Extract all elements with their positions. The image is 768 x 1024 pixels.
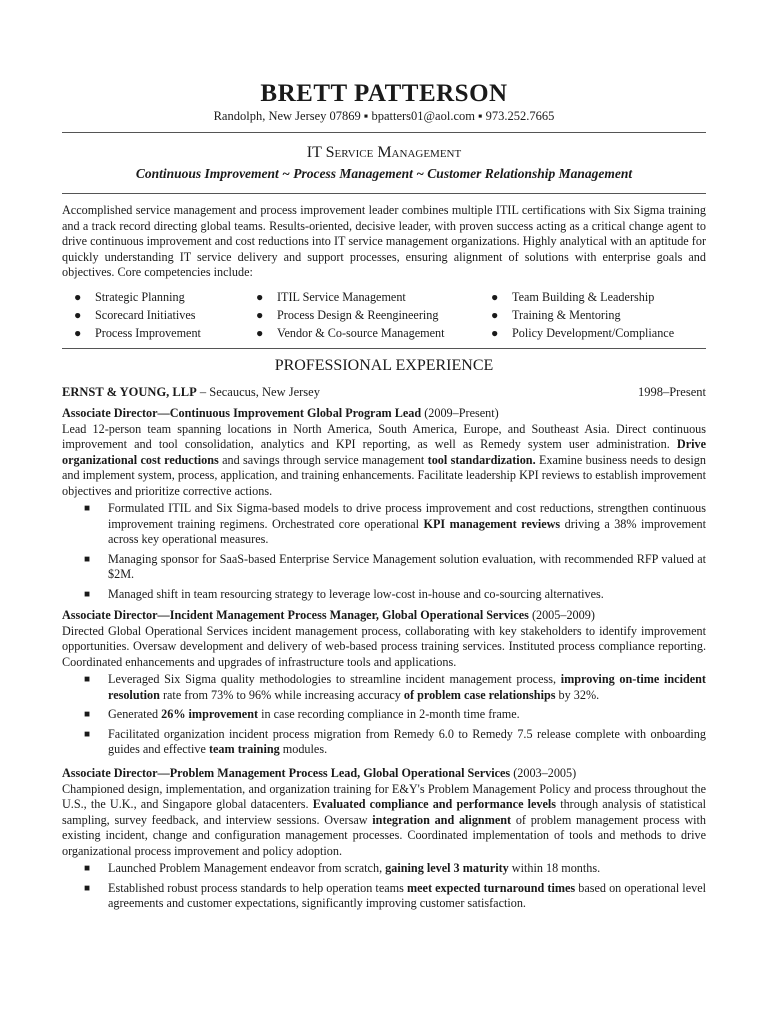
square-bullet-icon: ■	[84, 863, 91, 874]
job-title: Associate Director—Problem Management Process Lead, Global Operational Services	[62, 766, 511, 780]
list-item: ● Scorecard Initiatives	[74, 308, 196, 322]
bullet-dot-icon: ●	[491, 308, 499, 322]
job-title-line	[62, 406, 706, 422]
contact-line: Randolph, New Jersey 07869 ▪ bpatters01@aol.com ▪ 973.252.7665	[213, 109, 555, 123]
list-item: ■ Managed shift in team resourcing strategy to leverage low-cost in-house and co-sourcing alternatives.	[84, 586, 604, 601]
bullet-dot-icon: ●	[74, 290, 82, 304]
company-name: ERNST & YOUNG, LLP	[62, 385, 197, 399]
list-item: ■ Leveraged Six Sigma quality methodologies to streamline incident management process, improving on-time incident resolution rate from 73% to 96% while increasing accuracy of problem case relationships by 32%.	[84, 672, 706, 702]
job-bullets	[62, 501, 706, 602]
square-bullet-icon: ■	[84, 882, 91, 894]
bullet-dot-icon: ●	[256, 326, 264, 340]
job-dates: (2005–2009)	[528, 608, 595, 622]
list-item: ■ Launched Problem Management endeavor from scratch, gaining level 3 maturity within 18 months.	[84, 861, 601, 875]
list-item: ■ Formulated ITIL and Six Sigma-based models to drive process improvement and cost reductions, strengthen continuous improvement training regimens. Orchestrated core operational KPI management reviews driving a 38% improvement across key operational measures.	[84, 501, 706, 546]
company-dates: 1998–Present	[637, 385, 706, 399]
job-title: Associate Director—Incident Management Process Manager, Global Operational Services	[62, 608, 529, 622]
list-item: ● Strategic Planning	[74, 290, 185, 304]
square-bullet-icon: ■	[84, 503, 91, 514]
bullet-dot-icon: ●	[74, 326, 82, 340]
list-item: ● Team Building & Leadership	[491, 290, 655, 304]
header-divider	[62, 132, 706, 133]
bullet-dot-icon: ●	[491, 290, 499, 304]
competency-column-2	[256, 288, 445, 342]
square-bullet-icon: ■	[84, 709, 91, 720]
list-item: ● Process Design & Reengineering	[256, 308, 439, 322]
headline-divider	[62, 193, 706, 194]
candidate-name: BRETT PATTERSON	[260, 80, 508, 107]
square-bullet-icon: ■	[84, 553, 91, 565]
bullet-dot-icon: ●	[256, 308, 264, 322]
job-description: Championed design, implementation, and organization training for E&Y's Problem Management Policy and process throughout the U.S., the U.K., and Singapore global datacenters. Evaluated compliance and performance levels through analysis of statistical sampling, survey feedback, and interview sessions. Oversaw integration and alignment of problem management process with existing incident, change and configuration management processes. Coordinated implementation of tools and methods to drive organizational process improvement and policy adoption.	[62, 781, 706, 858]
summary-paragraph: Accomplished service management and process improvement leader combines multiple ITIL certifications with Six Sigma training and a track record directing global teams. Results-oriented, decisive leader, with proven success acting as a critical change agent to drive continuous improvement and cost reductions into IT service management organizations. Highly analytical with an aptitude for quickly understanding IT service delivery and support processes, ensuring alignment of solutions with enterprise goals and objectives. Core competencies include:	[62, 203, 706, 279]
list-item: ● Process Improvement	[74, 326, 201, 340]
competency-divider	[62, 348, 706, 349]
headline-title: IT Service Management	[306, 144, 462, 161]
bullet-dot-icon: ●	[491, 326, 499, 340]
job-entry	[62, 608, 706, 762]
list-item: ● Policy Development/Compliance	[491, 326, 675, 340]
bullet-dot-icon: ●	[74, 308, 82, 322]
square-bullet-icon: ■	[84, 728, 91, 740]
job-bullets	[62, 861, 706, 912]
job-entry	[62, 406, 706, 606]
list-item: ■ Managing sponsor for SaaS-based Enterprise Service Management solution evaluation, with recommended RFP valued at $2M.	[84, 551, 706, 581]
job-title-line	[62, 608, 706, 624]
competency-column-3	[491, 288, 674, 342]
company-location: – Secaucus, New Jersey	[196, 385, 320, 399]
list-item: ■ Facilitated organization incident process migration from Remedy 6.0 to Remedy 7.5 release complete with onboarding guides and effective team training modules.	[84, 726, 706, 756]
list-item: ● Vendor & Co-source Management	[256, 326, 445, 340]
job-title: Associate Director—Continuous Improvement Global Program Lead	[62, 406, 422, 420]
bullet-dot-icon: ●	[256, 290, 264, 304]
job-title-line	[62, 766, 706, 782]
section-title: PROFESSIONAL EXPERIENCE	[274, 357, 494, 374]
competency-column-1	[74, 288, 201, 342]
job-entry	[62, 766, 706, 916]
square-bullet-icon: ■	[84, 674, 91, 685]
job-bullets	[62, 672, 706, 758]
list-item: ■ Generated 26% improvement in case recording compliance in 2-month time frame.	[84, 707, 520, 721]
square-bullet-icon: ■	[84, 588, 91, 600]
job-dates: (2009–Present)	[421, 406, 499, 420]
list-item: ■ Established robust process standards to help operation teams meet expected turnaround times based on operational level agreements and customer expectations, significantly improving customer satisfaction.	[84, 880, 706, 910]
headline-tagline: Continuous Improvement ~ Process Management ~ Customer Relationship Management	[135, 166, 633, 181]
list-item: ● Training & Mentoring	[491, 308, 621, 322]
job-dates: (2003–2005)	[510, 766, 577, 780]
job-description: Lead 12-person team spanning locations in North America, South America, Europe, and Southeast Asia. Direct continuous improvement and tool consolidation, analytics and KPI reporting, as well as Remedy system user administration. Drive organizational cost reductions and savings through service management tool standardization. Examine business needs to design and implement system, process, application, and training enhancements. Facilitate leadership KPI reviews to establish improvement objectives and prioritize corrective actions.	[62, 421, 706, 498]
list-item: ● ITIL Service Management	[256, 290, 406, 304]
job-description: Directed Global Operational Services incident management process, collaborating with key stakeholders to identify improvement opportunities. Oversaw development and delivery of web-based process training services. Instituted process compliance reporting. Coordinated enhancements and upgrades of infrastructure tools and applications.	[62, 623, 706, 669]
company-line	[62, 385, 706, 400]
